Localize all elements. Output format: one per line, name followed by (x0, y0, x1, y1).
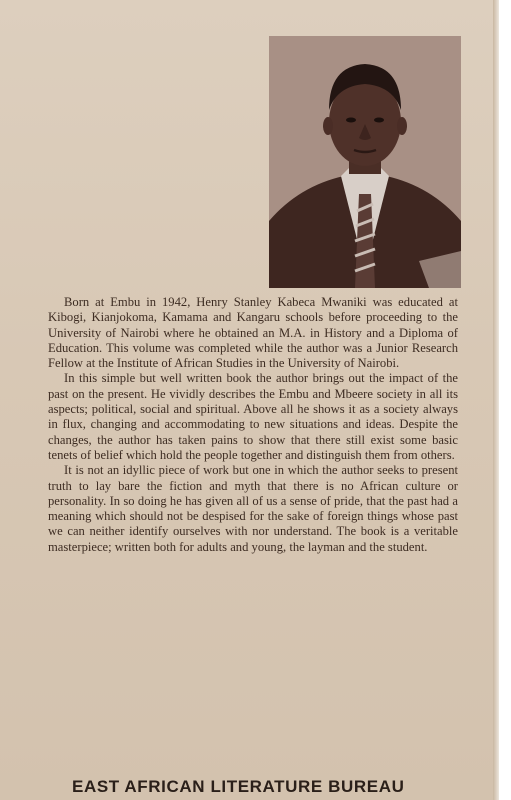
cover-edge (493, 0, 499, 800)
author-bio (48, 295, 458, 555)
author-photo (269, 36, 461, 288)
author-portrait-icon (269, 36, 461, 288)
bio-paragraph: It is not an idyllic piece of work but one in which the author seeks to present truth to lay bare the fiction and myth that there is no African culture or personality. In so doing he has given all of us a sense of pride, that the past had a meaning which should not be despised for the sake of foreign things whose past we can neither identify ourselves with nor understand. The book is a veritable masterpiece; written both for adults and young, the layman and the student. (48, 463, 458, 554)
publisher-name: EAST AFRICAN LITERATURE BUREAU (72, 777, 405, 796)
bio-paragraph: In this simple but well written book the author brings out the impact of the past on the present. He vividly describes the Embu and Mbeere society in all its aspects; political, social and spiritual. Above all he shows it as a society always in flux, changing and accommodating to new situations and ideas. Despite the changes, the author has taken pains to show that there still exist some basic tenets of belief which hold the people together and distinguish them from others. (48, 371, 458, 462)
bio-paragraph: Born at Embu in 1942, Henry Stanley Kabeca Mwaniki was educated at Kibogi, Kianjokoma, Kamama and Kangaru schools before proceeding to the University of Nairobi where he obtained an M.A. in History and a Diploma of Education. This volume was completed while the author was a Junior Research Fellow at the Institute of African Studies in the University of Nairobi. (48, 295, 458, 371)
